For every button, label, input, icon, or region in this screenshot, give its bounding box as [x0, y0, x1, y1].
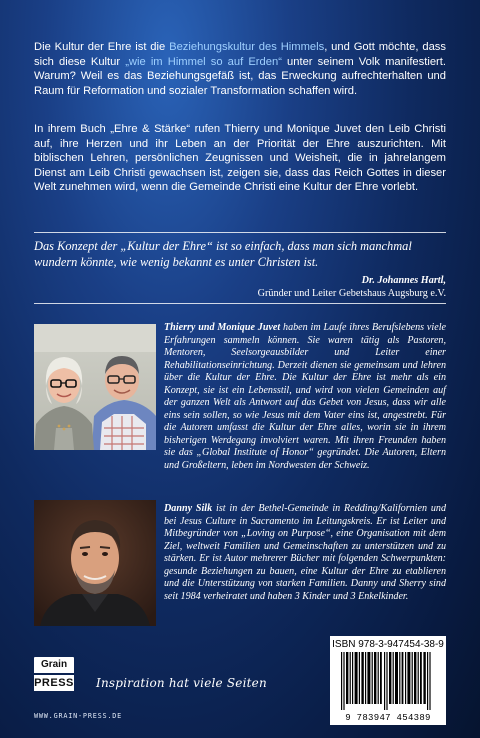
author-photo-juvet — [34, 324, 156, 450]
author-name-juvet: Thierry und Monique Juvet — [164, 322, 281, 333]
barcode-digits: 9 783947 454389 — [345, 713, 431, 723]
publisher-slogan: Inspiration hat viele Seiten — [96, 676, 267, 690]
publisher-logo — [34, 657, 74, 703]
author-name-silk: Danny Silk — [164, 503, 213, 514]
author-bio-silk — [164, 503, 446, 603]
author-bio-juvet — [164, 322, 446, 472]
blurb-paragraph-2: In ihrem Buch „Ehre & Stärke“ rufen Thierry und Monique Juvet den Leib Christi auf, ihre Herzen und ihr Leben an der Priorität der Ehre auszurichten. Mit biblischen Lehren, persönlichen Zeugnissen und Weisheit, die in jahrelangem Dienst am Leib Christi gewachsen ist, zeigen sie, dass das Reich Gottes in dieser Welt zunehmen wird, wenn die Gemeinde Christi eine Kultur der Ehre vorlebt. — [34, 123, 446, 194]
author-photo-silk — [34, 500, 156, 626]
quote-author: Dr. Johannes Hartl, — [361, 275, 446, 286]
author-bio-text: ist in der Bethel-Gemeinde in Redding/Kalifornien und bei Jesus Culture in Sacramento im Leitungskreis. Er ist Leiter und Mitbegründer von „Loving on Purpose“, eine Organisation mit dem Ziel, weltweit Familien und Gemeinschaften zu unterstützen und zu stärken. Er ist Autor mehrerer Bücher mit folgenden Schwerpunkten: gesunde Beziehungen zu bauen, eine Kultur der Ehre zu etablieren und die Unterstützung von starken Familien. Danny und Sherry sind seit 1984 verheiratet und haben 3 Kinder und 3 Enkelkinder. — [164, 503, 447, 602]
isbn-barcode-box — [330, 636, 446, 725]
blurb-text: unter seinem Volk manifestiert. Warum? Weil es das Beziehungsgefäß ist, das Erweckung aufrechterhalten und Raum für Reformation und sozialer Transformation schaffen wird. — [34, 55, 446, 97]
blurb-text: , und Gott möchte, dass sich diese Kultur — [34, 41, 446, 68]
quote-author-role: Gründer und Leiter Gebetshaus Augsburg e.V. — [257, 288, 446, 299]
logo-text-bottom: PRESS — [34, 677, 74, 689]
isbn-number: ISBN 978-3-947454-38-9 — [332, 639, 444, 650]
endorsement-quote — [34, 232, 446, 304]
blurb-highlight: „wie im Himmel so auf Erden“ — [125, 55, 282, 68]
logo-text-top: Grain — [34, 657, 74, 673]
blurb-paragraph-1 — [34, 40, 446, 98]
barcode-icon — [339, 652, 437, 710]
quote-text: Das Konzept der „Kultur der Ehre“ ist so einfach, dass man sich manchmal wundern könnte, wie wenig bekannt es unter Christen ist. — [34, 239, 412, 269]
author-bio-text: haben im Laufe ihres Berufslebens viele Erfahrungen sammeln können. Sie waren tätig als Pastoren, Mentoren, Seelsorgeausbilder und Leiter einer Rehabilitationseinrichtung. Derzeit dienen sie gemeinsam und lehren über die Kultur der Ehre. Die Kultur der Ehre ist mehr als ein Konzept, sie ist ein Lebensstil, und wird von vielen Gemeinden auf der ganzen Welt als Antwort auf das Gebet von Jesus, dass wir alle eins sein sollen, so wie Jesus mit dem Vater eins ist, angestrebt. Für die Autoren umfasst die Kultur der Ehre alles, worin sie in ihrem bisherigen Werdegang involviert waren. Mit ihren Freunden haben sie das „Global Institute of Honor“ gegründet. Die Autoren, Eltern und Großeltern, leben im Nordwesten der Schweiz. — [164, 322, 446, 471]
blurb-text: Die Kultur der Ehre ist die — [34, 41, 170, 53]
publisher-website: WWW.GRAIN-PRESS.DE — [34, 712, 123, 720]
blurb-highlight: Beziehungskultur des Himmels — [169, 41, 325, 53]
